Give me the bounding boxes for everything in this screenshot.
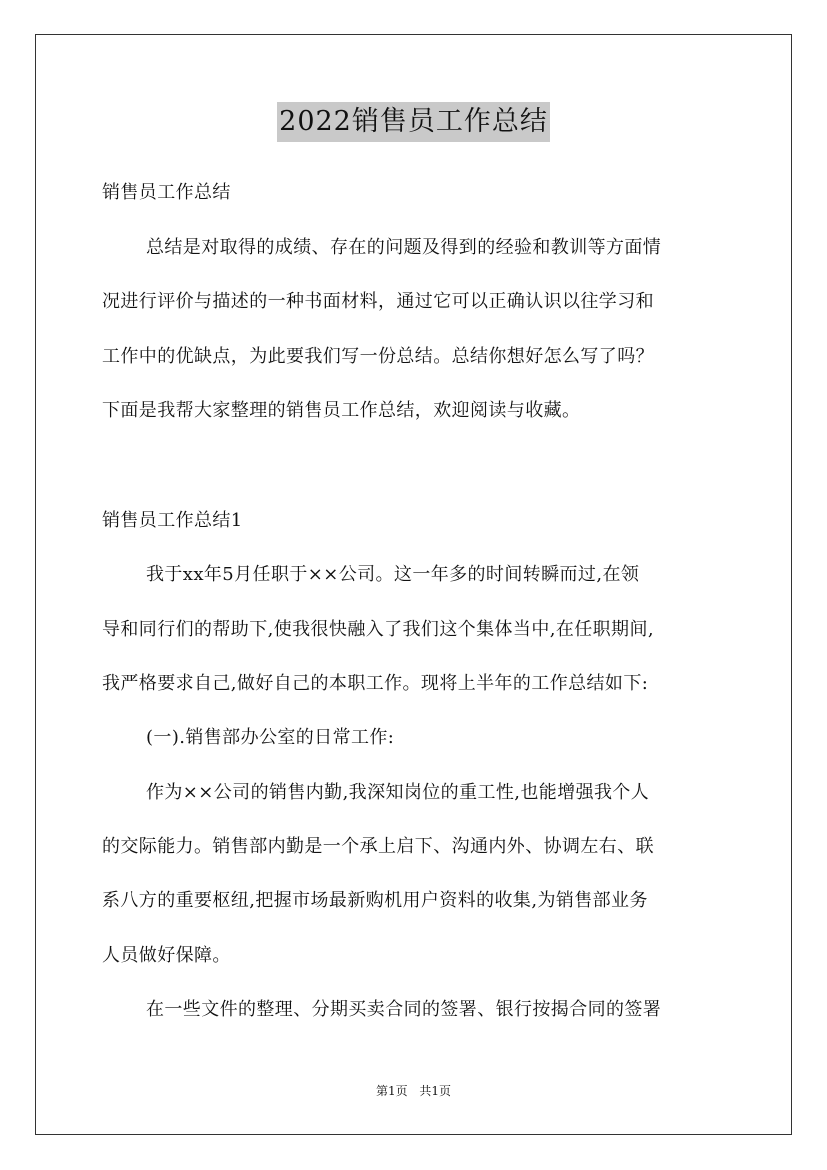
section-heading: 销售员工作总结1 bbox=[102, 510, 243, 531]
paragraph-line: 系八方的重要枢纽,把握市场最新购机用户资料的收集,为销售部业务 bbox=[102, 890, 648, 911]
document-title: 2022销售员工作总结 bbox=[277, 102, 550, 142]
paragraph-line: 的交际能力。销售部内勤是一个承上启下、沟通内外、协调左右、联 bbox=[102, 836, 654, 857]
paragraph-line: 导和同行们的帮助下,使我很快融入了我们这个集体当中,在任职期间, bbox=[102, 619, 654, 640]
paragraph-line: 下面是我帮大家整理的销售员工作总结，欢迎阅读与收藏。 bbox=[102, 400, 581, 421]
paragraph-line: 人员做好保障。 bbox=[102, 945, 231, 966]
subsection-heading: (一).销售部办公室的日常工作: bbox=[146, 727, 395, 748]
paragraph-line: 在一些文件的整理、分期买卖合同的签署、银行按揭合同的签署 bbox=[146, 999, 662, 1020]
page-total: 共1页 bbox=[419, 1084, 452, 1098]
paragraph-line: 况进行评价与描述的一种书面材料，通过它可以正确认识以往学习和 bbox=[102, 291, 654, 312]
paragraph-line: 总结是对取得的成绩、存在的问题及得到的经验和教训等方面情 bbox=[146, 237, 662, 258]
page-number: 第1页 bbox=[375, 1084, 408, 1098]
title-wrap bbox=[0, 102, 827, 142]
paragraph-line: 工作中的优缺点，为此要我们写一份总结。总结你想好怎么写了吗？ bbox=[102, 346, 654, 367]
page-footer bbox=[0, 1082, 827, 1100]
paragraph-line: 作为××公司的销售内勤,我深知岗位的重工性,也能增强我个人 bbox=[146, 782, 650, 803]
paragraph-line: 我于xx年5月任职于××公司。这一年多的时间转瞬而过,在领 bbox=[146, 564, 640, 585]
paragraph-line: 我严格要求自己,做好自己的本职工作。现将上半年的工作总结如下: bbox=[102, 673, 649, 694]
section-heading: 销售员工作总结 bbox=[102, 182, 231, 203]
